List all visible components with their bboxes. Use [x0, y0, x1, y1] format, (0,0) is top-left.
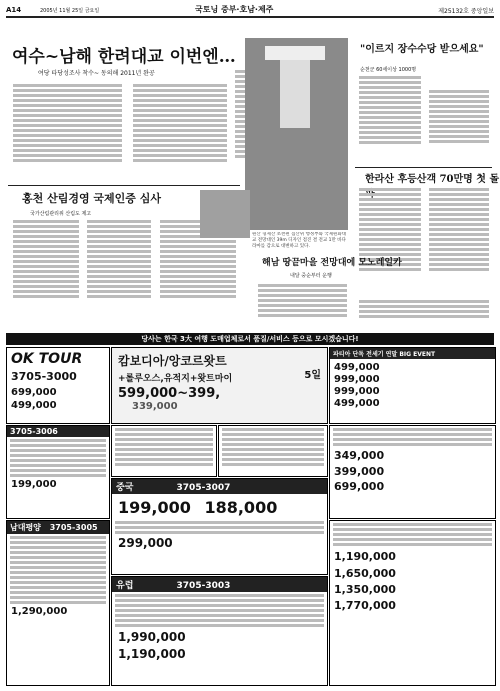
- article2-headline: "이르지 장수수당 받으세요": [360, 44, 484, 55]
- article4-headline: 홍천 산림경영 국제인증 심사: [22, 192, 161, 205]
- photo-caption: 원산 형제산 초천편 집산위 행정부와 국제원화대교 전망대인 39m 디자인 점진 결 전교 1만 바다라마를 감으로 대변하고 있다.: [252, 232, 347, 248]
- ad-right-bot: [329, 520, 496, 686]
- ad-right-bot-p4: 1,770,000: [334, 599, 396, 612]
- masthead-rule: [6, 16, 494, 18]
- ad-right-top-p3: 999,000: [334, 386, 380, 397]
- paper-name: 제25132호 중앙일보: [438, 8, 494, 15]
- article3-body-col2: [426, 186, 492, 296]
- ad-oktour-price1: 699,000: [11, 387, 57, 398]
- ad-left-mid: [6, 425, 110, 519]
- ad-right-mid-p2: 399,000: [334, 465, 385, 478]
- article-photo: [245, 38, 348, 230]
- tower-shape: [280, 58, 310, 128]
- ad-oktour-brand: OK TOUR: [11, 351, 83, 367]
- ad-europe-p1: 1,990,000: [118, 630, 186, 644]
- ad-middle-list2: [218, 425, 328, 477]
- ad-oktour-phone: 3705-3000: [11, 370, 77, 383]
- article5-body: [255, 282, 350, 327]
- article1-body-col2: [130, 82, 230, 177]
- ad-europe-phone: 3705-3003: [176, 581, 231, 591]
- article1-body-col1: [10, 82, 125, 177]
- ad-cambodia-days: 5일: [304, 370, 321, 381]
- ad-right-top-p4: 499,000: [334, 398, 380, 409]
- ad-china-title: 중국: [116, 483, 134, 493]
- article4-body-col2: [84, 218, 154, 323]
- ad-left-mid-phone: 3705-3006: [7, 426, 109, 437]
- ad-cambodia-price: 599,000~399,: [118, 386, 221, 401]
- ad-right-top-p2: 999,000: [334, 374, 380, 385]
- ad-left-bot-phone: 3705-3005: [49, 523, 98, 532]
- article3-headline: 한라산 후등산객 70만명 첫 돌: [365, 174, 500, 185]
- ad-middle-list: [111, 425, 217, 477]
- article2-body-col2: [426, 88, 492, 158]
- rule-article4: [8, 185, 240, 186]
- ad-cambodia: [111, 347, 328, 424]
- ad-right-top-title: 파티아 단독 전세기 연말 BIG EVENT: [330, 348, 495, 359]
- ad-europe-title: 유럽: [116, 581, 134, 591]
- page-number: A14: [6, 6, 22, 14]
- ad-cambodia-line2: +롤루오스,유적지+왓트마이: [118, 374, 233, 384]
- ad-china: [111, 478, 328, 575]
- ad-europe-p2: 1,190,000: [118, 647, 186, 661]
- ad-right-mid-p3: 699,000: [334, 480, 385, 493]
- ad-europe: [111, 576, 328, 686]
- ad-oktour: [6, 347, 110, 424]
- ad-right-top: [329, 347, 496, 424]
- ad-left-mid-price: 199,000: [11, 479, 57, 490]
- ad-oktour-price2: 499,000: [11, 400, 57, 411]
- ad-china-phone: 3705-3007: [176, 483, 231, 493]
- tower-top: [265, 46, 325, 60]
- ad-china-p3: 299,000: [118, 536, 173, 550]
- ad-right-top-p1: 499,000: [334, 362, 380, 373]
- article2-body-col1: [356, 74, 424, 162]
- ad-cambodia-price2: 339,000: [132, 401, 178, 412]
- article4-subhead: 국가산림관리위 산림도 제고: [30, 211, 92, 217]
- ad-right-bot-p2: 1,650,000: [334, 567, 396, 580]
- ad-banner: 당사는 한국 3大 여행 도매업체로서 품질/서비스 등으로 모시겠습니다!: [6, 333, 494, 345]
- rule-article3: [355, 167, 492, 168]
- issue-date: 2005년 11월 25일 금요일: [40, 8, 100, 14]
- article5-subhead: 내달 중순부터 운행: [290, 273, 332, 279]
- ad-right-bot-p1: 1,190,000: [334, 550, 396, 563]
- article3-body-col1: [356, 186, 424, 296]
- ad-china-p1: 199,000: [118, 498, 191, 517]
- ad-left-bot: [6, 520, 110, 686]
- ad-cambodia-title: 캄보디아/앙코르왓트: [118, 354, 227, 368]
- article1-subhead: 여당 타당성조사 착수~ 동의해 2011년 완공: [38, 70, 155, 77]
- section-title: 국토닝 중부·호남·제주: [195, 5, 274, 14]
- article4-body-col1: [10, 218, 82, 323]
- article2-subhead: 순천군 60세이상 1000명: [360, 67, 417, 73]
- ad-right-mid: [329, 425, 496, 519]
- ad-right-mid-p1: 349,000: [334, 449, 385, 462]
- ad-china-p2: 188,000: [204, 498, 278, 517]
- article5-headline: 해남 땅끝마을 전망대에 모노레일카: [262, 258, 402, 268]
- article-continuation: [356, 298, 492, 328]
- monorail-photo: [200, 190, 250, 238]
- article1-headline: 여수~남해 한려대교 이번엔…: [12, 47, 236, 67]
- ad-left-bot-price: 1,290,000: [11, 606, 68, 617]
- ad-right-bot-p3: 1,350,000: [334, 583, 396, 596]
- ad-left-bot-title: 남대평양: [10, 523, 41, 532]
